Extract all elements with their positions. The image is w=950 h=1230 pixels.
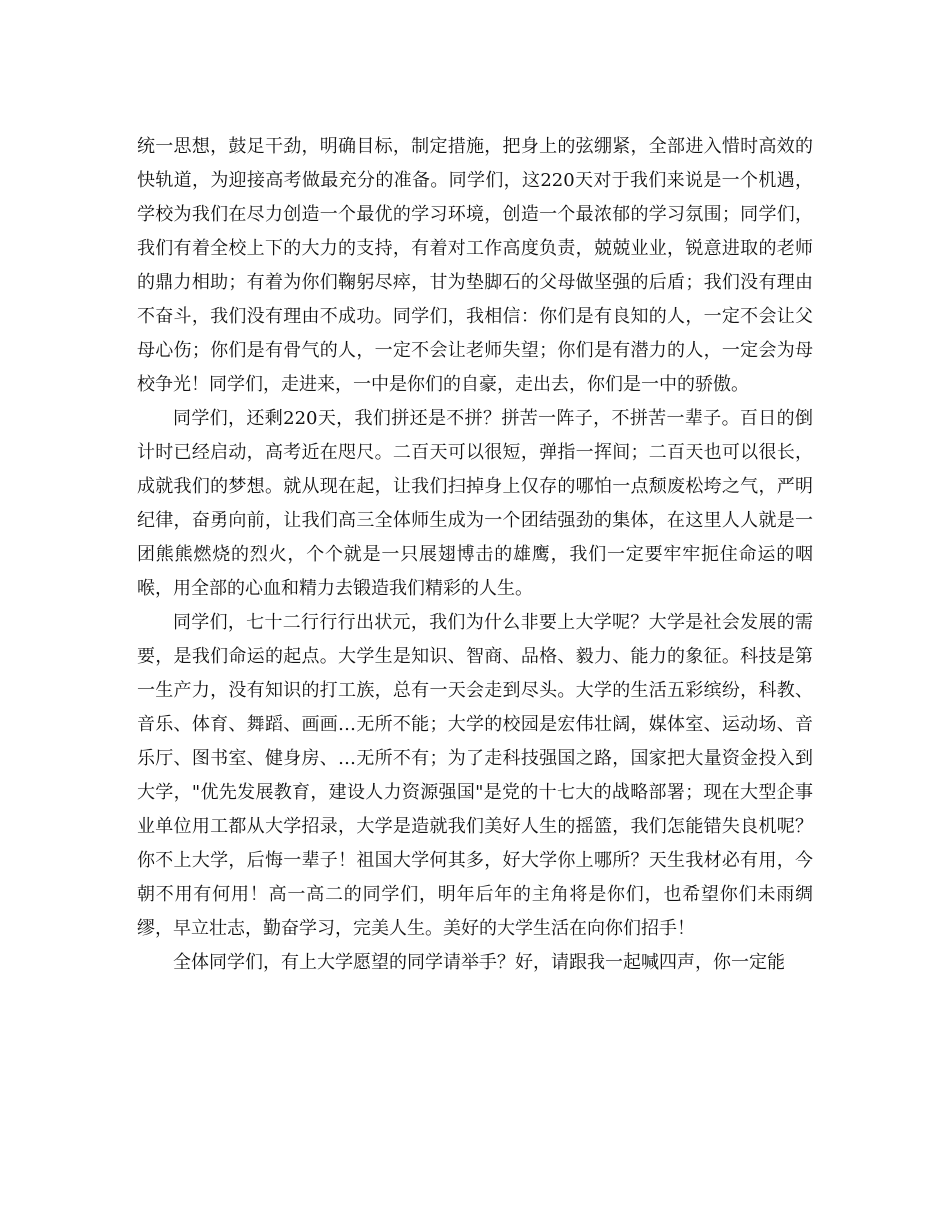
paragraph-4: 全体同学们，有上大学愿望的同学请举手？好，请跟我一起喊四声，你一定能 xyxy=(173,952,785,973)
document-body xyxy=(137,130,813,980)
paragraph-3: 同学们，七十二行行行出状元，我们为什么非要上大学呢？大学是社会发展的需要，是我们命运的起点。大学生是知识、智商、品格、毅力、能力的象征。科技是第一生产力，没有知识的打工族，总有一天会走到尽头。大学的生活五彩缤纷，科教、音乐、体育、舞蹈、画画…无所不能；大学的校园是宏伟壮阔，媒体室、运动场、音乐厅、图书室、健身房、…无所不有；为了走科技强国之路，国家把大量资金投入到大学，"优先发展教育，建设人力资源强国"是党的十七大的战略部署；现在大型企事业单位用工都从大学招录，大学是造就我们美好人生的摇篮，我们怎能错失良机呢？你不上大学，后悔一辈子！祖国大学何其多，好大学你上哪所？天生我材必有用，今朝不用有何用！高一高二的同学们，明年后年的主角将是你们，也希望你们未雨绸缪，早立壮志，勤奋学习，完美人生。美好的大学生活在向你们招手！ xyxy=(137,612,813,939)
paragraph-2: 同学们，还剩220天，我们拼还是不拼？拼苦一阵子，不拼苦一辈子。百日的倒计时已经启动，高考近在咫尺。二百天可以很短，弹指一挥间；二百天也可以很长，成就我们的梦想。就从现在起，让我们扫掉身上仅存的哪怕一点颓废松垮之气，严明纪律，奋勇向前，让我们高三全体师生成为一个团结强劲的集体，在这里人人就是一团熊熊燃烧的烈火，个个就是一只展翅博击的雄鹰，我们一定要牢牢扼住命运的咽喉，用全部的心血和精力去锻造我们精彩的人生。 xyxy=(137,408,813,599)
paragraph-1: 统一思想，鼓足干劲，明确目标，制定措施，把身上的弦绷紧，全部进入惜时高效的快轨道，为迎接高考做最充分的准备。同学们，这220天对于我们来说是一个机遇，学校为我们在尽力创造一个最优的学习环境，创造一个最浓郁的学习氛围；同学们，我们有着全校上下的大力的支持，有着对工作高度负责，兢兢业业，锐意进取的老师的鼎力相助；有着为你们鞠躬尽瘁，甘为垫脚石的父母做坚强的后盾；我们没有理由不奋斗，我们没有理由不成功。同学们，我相信：你们是有良知的人，一定不会让父母心伤；你们是有骨气的人，一定不会让老师失望；你们是有潜力的人，一定会为母校争光！同学们，走进来，一中是你们的自豪，走出去，你们是一中的骄傲。 xyxy=(137,136,813,395)
